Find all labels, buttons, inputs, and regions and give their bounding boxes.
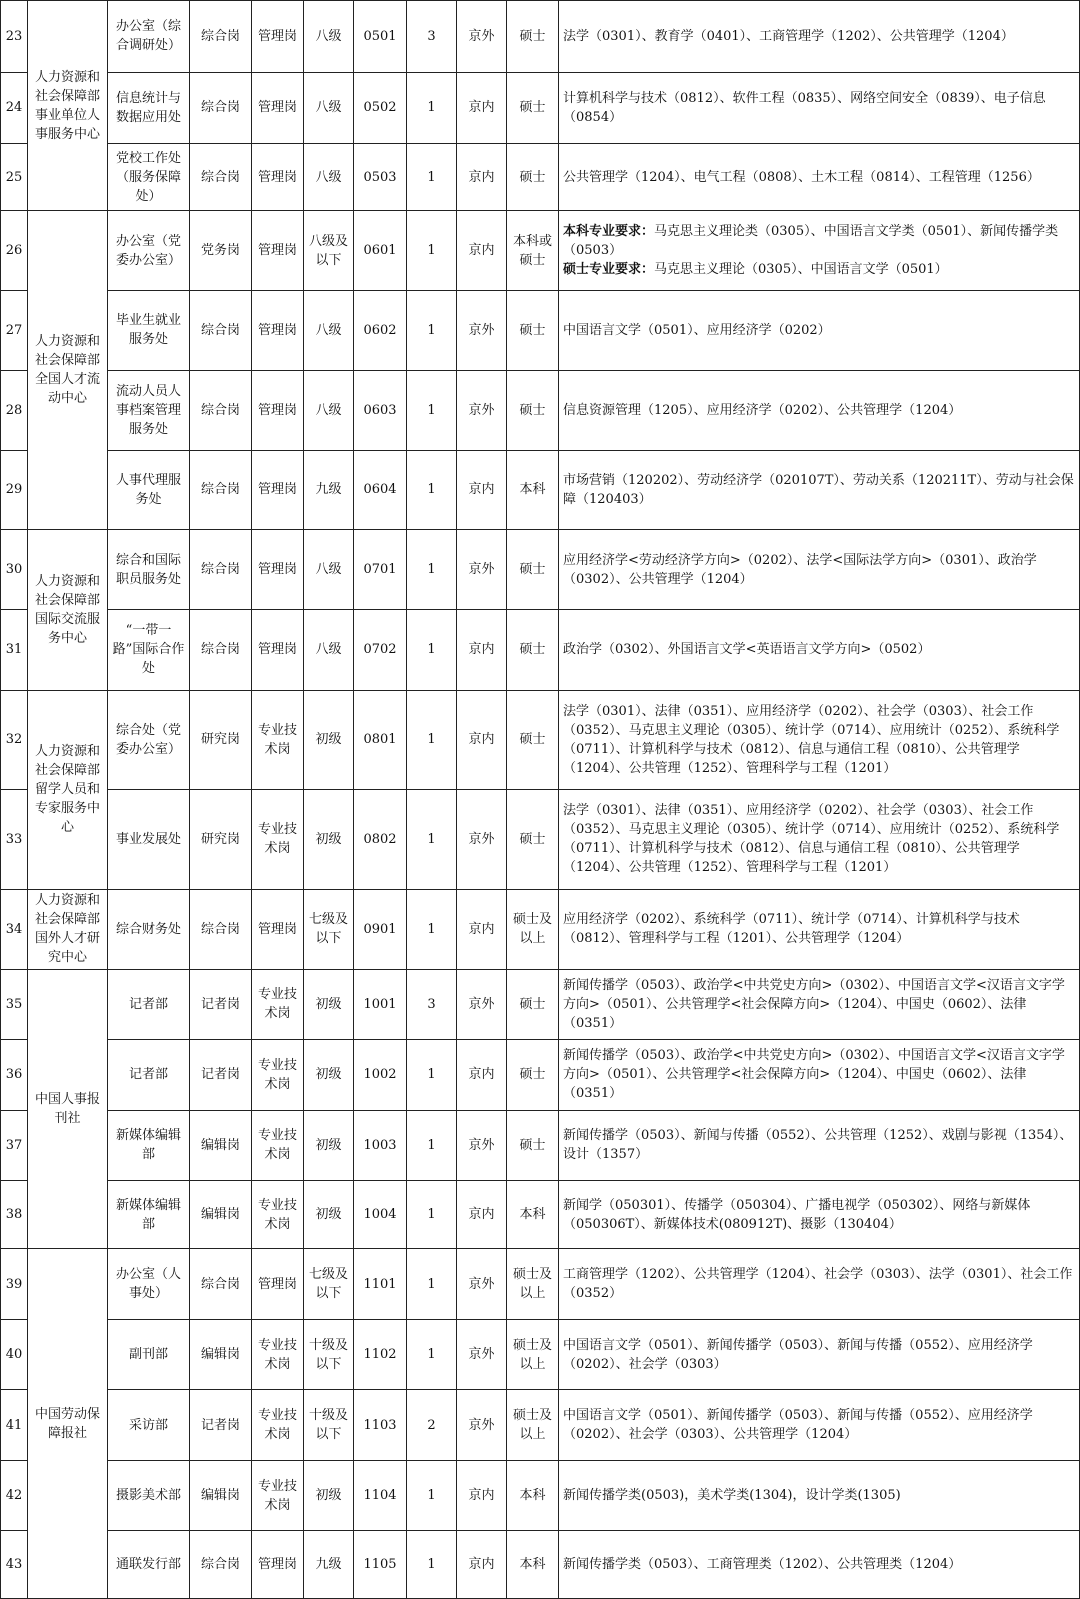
origin-cell: 京内 [457,1531,507,1599]
table-row [1,889,1080,969]
row-number-cell: 24 [1,72,28,144]
master-requirement [563,260,1076,279]
department-cell: 事业发展处 [108,789,190,889]
department-cell: 采访部 [108,1390,190,1461]
post-level-cell: 初级 [304,690,354,789]
education-cell: 硕士及以上 [507,889,559,969]
education-cell: 本科 [507,1531,559,1599]
post-type-cell: 综合岗 [190,1531,252,1599]
unit-name-cell: 人力资源和社会保障部全国人才流动中心 [28,211,108,530]
post-level-cell: 八级 [304,291,354,371]
major-requirement-cell: 信息资源管理（1205）、应用经济学（0202）、公共管理学（1204） [559,370,1080,450]
row-number-cell: 31 [1,609,28,690]
table-row [1,530,1080,610]
row-number-cell: 25 [1,144,28,211]
post-code-cell: 0502 [354,72,407,144]
row-number-cell: 42 [1,1460,28,1531]
row-number-cell: 36 [1,1040,28,1111]
origin-cell: 京内 [457,690,507,789]
table-row [1,1319,1080,1390]
hire-count-cell: 3 [407,1,457,73]
education-cell: 硕士 [507,969,559,1040]
hire-count-cell: 1 [407,1181,457,1249]
table-row [1,1110,1080,1181]
hire-count-cell: 1 [407,144,457,211]
post-category-cell: 专业技术岗 [252,690,304,789]
education-cell: 本科 [507,1181,559,1249]
major-requirement-cell: 政治学（0302）、外国语言文学<英语语言文学方向>（0502） [559,609,1080,690]
origin-cell: 京外 [457,530,507,610]
origin-cell: 京外 [457,789,507,889]
post-category-cell: 专业技术岗 [252,969,304,1040]
table-row [1,450,1080,530]
major-requirement-cell: 新闻传播学类（0503）、工商管理类（1202）、公共管理类（1204） [559,1531,1080,1599]
post-category-cell: 管理岗 [252,1531,304,1599]
post-level-cell: 初级 [304,969,354,1040]
post-category-cell: 管理岗 [252,450,304,530]
hire-count-cell: 1 [407,1249,457,1320]
row-number-cell: 43 [1,1531,28,1599]
post-type-cell: 综合岗 [190,291,252,371]
post-category-cell: 管理岗 [252,370,304,450]
major-requirement-cell: 新闻传播学（0503）、政治学<中共党史方向>（0302）、中国语言文学<汉语言文字学方向>（0501）、公共管理学<社会保障方向>（1204）、中国史（0602）、法律（0351） [559,1040,1080,1111]
post-code-cell: 1004 [354,1181,407,1249]
unit-name-cell: 人力资源和社会保障部留学人员和专家服务中心 [28,690,108,889]
table-row [1,1460,1080,1531]
post-level-cell: 初级 [304,1110,354,1181]
origin-cell: 京内 [457,72,507,144]
origin-cell: 京外 [457,969,507,1040]
post-level-cell: 九级 [304,450,354,530]
table-row [1,1,1080,73]
post-type-cell: 编辑岗 [190,1460,252,1531]
table-row [1,72,1080,144]
post-code-cell: 0601 [354,211,407,291]
post-type-cell: 编辑岗 [190,1319,252,1390]
post-level-cell: 八级 [304,370,354,450]
post-level-cell: 初级 [304,789,354,889]
post-type-cell: 综合岗 [190,889,252,969]
row-number-cell: 35 [1,969,28,1040]
post-level-cell: 初级 [304,1181,354,1249]
post-code-cell: 0801 [354,690,407,789]
post-type-cell: 研究岗 [190,690,252,789]
major-requirement-cell: 新闻学（050301）、传播学（050304）、广播电视学（050302）、网络与新媒体（050306T）、新媒体技术(080912T)、摄影（130404） [559,1181,1080,1249]
major-requirement-cell: 法学（0301）、教育学（0401）、工商管理学（1202）、公共管理学（1204） [559,1,1080,73]
post-level-cell: 八级 [304,144,354,211]
education-cell: 硕士 [507,609,559,690]
major-requirement-cell: 中国语言文学（0501）、新闻传播学（0503）、新闻与传播（0552）、应用经济学（0202）、社会学（0303）、公共管理学（1204） [559,1390,1080,1461]
hire-count-cell: 1 [407,1460,457,1531]
post-category-cell: 管理岗 [252,144,304,211]
post-level-cell: 八级 [304,530,354,610]
department-cell: 办公室（人事处） [108,1249,190,1320]
origin-cell: 京内 [457,144,507,211]
post-category-cell: 管理岗 [252,211,304,291]
post-type-cell: 综合岗 [190,609,252,690]
department-cell: 综合和国际职员服务处 [108,530,190,610]
table-row [1,690,1080,789]
post-type-cell: 综合岗 [190,72,252,144]
major-requirement-cell: 新闻传播学（0503）、政治学<中共党史方向>（0302）、中国语言文学<汉语言文字学方向>（0501）、公共管理学<社会保障方向>（1204）、中国史（0602）、法律（0351） [559,969,1080,1040]
row-number-cell: 32 [1,690,28,789]
education-cell: 硕士及以上 [507,1319,559,1390]
post-category-cell: 管理岗 [252,291,304,371]
row-number-cell: 40 [1,1319,28,1390]
post-level-cell: 七级及以下 [304,1249,354,1320]
post-category-cell: 专业技术岗 [252,1390,304,1461]
origin-cell: 京内 [457,609,507,690]
table-row [1,1040,1080,1111]
department-cell: “一带一路”国际合作处 [108,609,190,690]
education-cell: 本科 [507,450,559,530]
post-category-cell: 专业技术岗 [252,1181,304,1249]
origin-cell: 京外 [457,291,507,371]
post-type-cell: 党务岗 [190,211,252,291]
post-type-cell: 记者岗 [190,1040,252,1111]
master-requirement-text: 马克思主义理论（0305）、中国语言文学（0501） [654,262,948,278]
department-cell: 毕业生就业服务处 [108,291,190,371]
table-row [1,1531,1080,1599]
hire-count-cell: 3 [407,969,457,1040]
major-requirement-cell: 应用经济学（0202）、系统科学（0711）、统计学（0714）、计算机科学与技术（0812）、管理科学与工程（1201）、公共管理学（1204） [559,889,1080,969]
education-cell: 硕士 [507,72,559,144]
post-code-cell: 0701 [354,530,407,610]
department-cell: 副刊部 [108,1319,190,1390]
post-code-cell: 0602 [354,291,407,371]
post-type-cell: 记者岗 [190,1390,252,1461]
master-requirement-label: 硕士专业要求： [563,262,655,278]
post-code-cell: 0503 [354,144,407,211]
row-number-cell: 37 [1,1110,28,1181]
hire-count-cell: 1 [407,609,457,690]
row-number-cell: 34 [1,889,28,969]
hire-count-cell: 1 [407,370,457,450]
table-row [1,370,1080,450]
bachelor-requirement-text: 马克思主义理论类（0305）、中国语言文学类（0501）、新闻传播学类（0503） [563,224,1059,259]
origin-cell: 京内 [457,1460,507,1531]
post-code-cell: 1102 [354,1319,407,1390]
post-type-cell: 综合岗 [190,530,252,610]
post-code-cell: 0603 [354,370,407,450]
hire-count-cell: 1 [407,450,457,530]
education-cell: 本科或硕士 [507,211,559,291]
major-requirement-cell [559,211,1080,291]
department-cell: 流动人员人事档案管理服务处 [108,370,190,450]
origin-cell: 京外 [457,1110,507,1181]
table-row [1,1390,1080,1461]
department-cell: 新媒体编辑部 [108,1181,190,1249]
unit-name-cell: 人力资源和社会保障部事业单位人事服务中心 [28,1,108,211]
row-number-cell: 38 [1,1181,28,1249]
post-code-cell: 1104 [354,1460,407,1531]
post-level-cell: 七级及以下 [304,889,354,969]
post-category-cell: 专业技术岗 [252,789,304,889]
row-number-cell: 33 [1,789,28,889]
post-level-cell: 九级 [304,1531,354,1599]
post-code-cell: 1003 [354,1110,407,1181]
post-level-cell: 八级 [304,72,354,144]
post-type-cell: 研究岗 [190,789,252,889]
post-category-cell: 管理岗 [252,72,304,144]
post-category-cell: 管理岗 [252,1,304,73]
hire-count-cell: 1 [407,530,457,610]
major-requirement-cell: 新闻传播学（0503）、新闻与传播（0552）、公共管理（1252）、戏剧与影视（1354）、设计（1357） [559,1110,1080,1181]
origin-cell: 京外 [457,370,507,450]
post-level-cell: 十级及以下 [304,1390,354,1461]
table-body [1,1,1080,1599]
hire-count-cell: 1 [407,1531,457,1599]
bachelor-requirement-label: 本科专业要求： [563,224,655,240]
post-code-cell: 0802 [354,789,407,889]
hire-count-cell: 1 [407,889,457,969]
education-cell: 硕士及以上 [507,1390,559,1461]
post-type-cell: 记者岗 [190,969,252,1040]
education-cell: 硕士 [507,1,559,73]
hire-count-cell: 1 [407,211,457,291]
hire-count-cell: 2 [407,1390,457,1461]
major-requirement-cell: 新闻传播学类(0503)，美术学类(1304)，设计学类(1305) [559,1460,1080,1531]
table-row [1,144,1080,211]
department-cell: 人事代理服务处 [108,450,190,530]
table-row [1,789,1080,889]
major-requirement-cell: 公共管理学（1204）、电气工程（0808）、土木工程（0814）、工程管理（1256） [559,144,1080,211]
origin-cell: 京内 [457,1040,507,1111]
table-row [1,609,1080,690]
department-cell: 摄影美术部 [108,1460,190,1531]
hire-count-cell: 1 [407,789,457,889]
post-type-cell: 综合岗 [190,450,252,530]
origin-cell: 京内 [457,450,507,530]
major-requirement-cell: 应用经济学<劳动经济学方向>（0202）、法学<国际法学方向>（0301）、政治学（0302）、公共管理学（1204） [559,530,1080,610]
post-category-cell: 专业技术岗 [252,1040,304,1111]
origin-cell: 京内 [457,211,507,291]
origin-cell: 京外 [457,1390,507,1461]
hire-count-cell: 1 [407,1110,457,1181]
education-cell: 硕士 [507,530,559,610]
education-cell: 硕士及以上 [507,1249,559,1320]
major-requirement-cell: 工商管理学（1202）、公共管理学（1204）、社会学（0303）、法学（0301）、社会工作（0352） [559,1249,1080,1320]
education-cell: 硕士 [507,690,559,789]
origin-cell: 京外 [457,1319,507,1390]
department-cell: 新媒体编辑部 [108,1110,190,1181]
department-cell: 记者部 [108,969,190,1040]
post-category-cell: 专业技术岗 [252,1319,304,1390]
post-level-cell: 初级 [304,1040,354,1111]
table-row [1,969,1080,1040]
education-cell: 硕士 [507,1110,559,1181]
unit-name-cell: 中国劳动保障报社 [28,1249,108,1599]
post-code-cell: 1103 [354,1390,407,1461]
row-number-cell: 28 [1,370,28,450]
education-cell: 硕士 [507,370,559,450]
unit-name-cell: 中国人事报刊社 [28,969,108,1249]
post-code-cell: 0702 [354,609,407,690]
major-requirement-cell: 中国语言文学（0501）、应用经济学（0202） [559,291,1080,371]
department-cell: 办公室（综合调研处） [108,1,190,73]
department-cell: 信息统计与数据应用处 [108,72,190,144]
post-code-cell: 0901 [354,889,407,969]
row-number-cell: 30 [1,530,28,610]
education-cell: 硕士 [507,1040,559,1111]
education-cell: 硕士 [507,291,559,371]
origin-cell: 京外 [457,1249,507,1320]
post-category-cell: 管理岗 [252,889,304,969]
post-level-cell: 八级 [304,609,354,690]
department-cell: 记者部 [108,1040,190,1111]
post-category-cell: 管理岗 [252,609,304,690]
department-cell: 办公室（党委办公室） [108,211,190,291]
post-category-cell: 专业技术岗 [252,1460,304,1531]
row-number-cell: 29 [1,450,28,530]
post-type-cell: 综合岗 [190,370,252,450]
post-code-cell: 1101 [354,1249,407,1320]
education-cell: 硕士 [507,789,559,889]
major-requirement-cell: 法学（0301）、法律（0351）、应用经济学（0202）、社会学（0303）、社会工作（0352）、马克思主义理论（0305）、统计学（0714）、应用统计（0252）、系统科学（0711）、计算机科学与技术（0812）、信息与通信工程（0810）、公共管理学（1204）、公共管理（1252）、管理科学与工程（1201） [559,789,1080,889]
department-cell: 通联发行部 [108,1531,190,1599]
post-level-cell: 十级及以下 [304,1319,354,1390]
hire-count-cell: 1 [407,1319,457,1390]
post-level-cell: 八级及以下 [304,211,354,291]
department-cell: 综合财务处 [108,889,190,969]
major-requirement-cell: 中国语言文学（0501）、新闻传播学（0503）、新闻与传播（0552）、应用经济学（0202）、社会学（0303） [559,1319,1080,1390]
post-code-cell: 1002 [354,1040,407,1111]
table-row [1,291,1080,371]
origin-cell: 京内 [457,1181,507,1249]
origin-cell: 京外 [457,1,507,73]
table-row [1,211,1080,291]
hire-count-cell: 1 [407,72,457,144]
hire-count-cell: 1 [407,690,457,789]
bachelor-requirement [563,222,1076,260]
post-level-cell: 初级 [304,1460,354,1531]
post-code-cell: 0501 [354,1,407,73]
post-code-cell: 1001 [354,969,407,1040]
row-number-cell: 26 [1,211,28,291]
post-type-cell: 综合岗 [190,1,252,73]
post-type-cell: 编辑岗 [190,1181,252,1249]
hire-count-cell: 1 [407,291,457,371]
department-cell: 综合处（党委办公室） [108,690,190,789]
row-number-cell: 23 [1,1,28,73]
post-category-cell: 管理岗 [252,530,304,610]
unit-name-cell: 人力资源和社会保障部国外人才研究中心 [28,889,108,969]
post-category-cell: 专业技术岗 [252,1110,304,1181]
unit-name-cell: 人力资源和社会保障部国际交流服务中心 [28,530,108,690]
row-number-cell: 27 [1,291,28,371]
table-row [1,1181,1080,1249]
post-code-cell: 1105 [354,1531,407,1599]
row-number-cell: 39 [1,1249,28,1320]
row-number-cell: 41 [1,1390,28,1461]
post-code-cell: 0604 [354,450,407,530]
department-cell: 党校工作处（服务保障处） [108,144,190,211]
table-row [1,1249,1080,1320]
post-type-cell: 综合岗 [190,144,252,211]
education-cell: 本科 [507,1460,559,1531]
hire-count-cell: 1 [407,1040,457,1111]
major-requirement-cell: 法学（0301）、法律（0351）、应用经济学（0202）、社会学（0303）、社会工作（0352）、马克思主义理论（0305）、统计学（0714）、应用统计（0252）、系统科学（0711）、计算机科学与技术（0812）、信息与通信工程（0810）、公共管理学（1204）、公共管理（1252）、管理科学与工程（1201） [559,690,1080,789]
major-requirement-cell: 市场营销（120202）、劳动经济学（020107T）、劳动关系（120211T）、劳动与社会保障（120403） [559,450,1080,530]
post-type-cell: 编辑岗 [190,1110,252,1181]
education-cell: 硕士 [507,144,559,211]
post-category-cell: 管理岗 [252,1249,304,1320]
origin-cell: 京内 [457,889,507,969]
major-requirement-cell: 计算机科学与技术（0812）、软件工程（0835）、网络空间安全（0839）、电子信息（0854） [559,72,1080,144]
post-level-cell: 八级 [304,1,354,73]
post-type-cell: 综合岗 [190,1249,252,1320]
